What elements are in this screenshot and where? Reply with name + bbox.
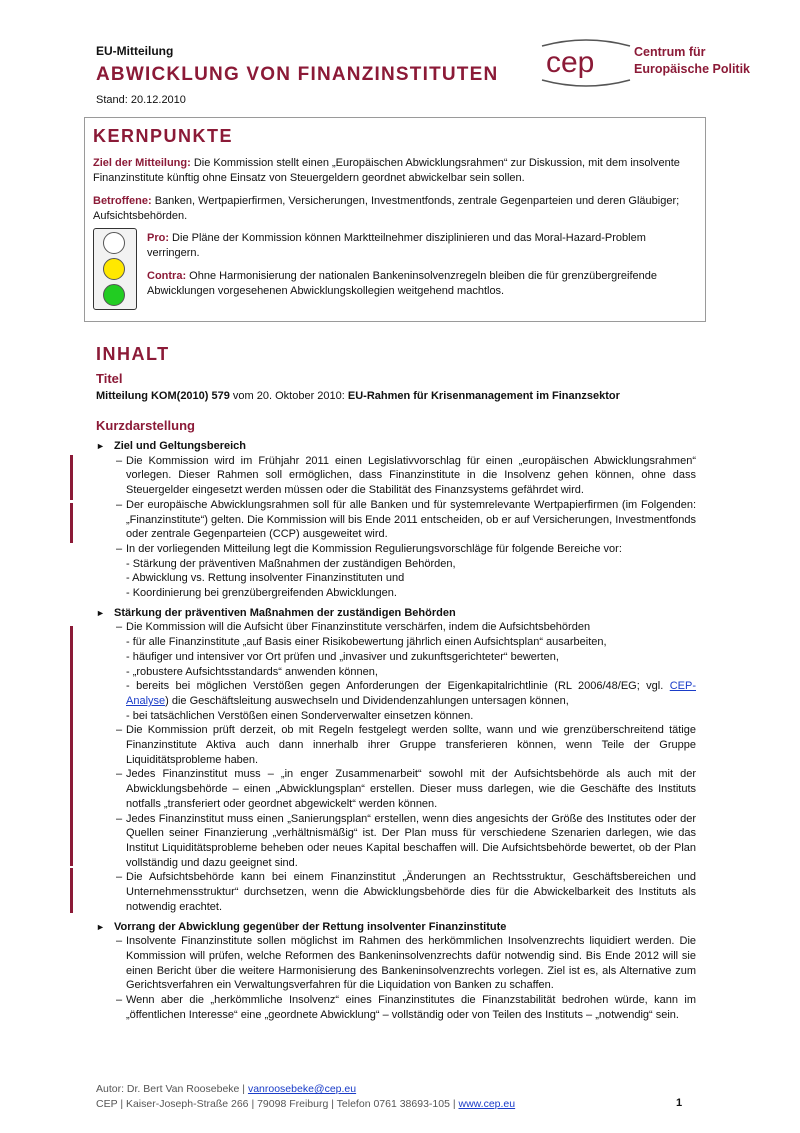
list-item: – In der vorliegenden Mitteilung legt die Kommission Regulierungsvorschläge für folgende Bereiche vor: — [116, 542, 622, 555]
section-heading: ► Stärkung der präventiven Maßnahmen der zuständigen Behörden — [96, 606, 456, 619]
change-bar — [70, 503, 73, 543]
sub-item: - Koordinierung bei grenzübergreifenden Abwicklungen. — [126, 587, 397, 600]
list-item: – Der europäische Abwicklungsrahmen soll für alle Banken und für systemrelevante Wertpapierfirmen (im Folgenden: „Finanzinstitute“) gelten. Die Kommission will bis Ende 2011 entscheiden, ob er auf Versicherungen, Investmentfonds oder zentrale Gegenparteien (CCP) ausgeweitet wird. — [116, 498, 696, 541]
traffic-light-white-icon — [103, 232, 125, 254]
sub-item: - „robustere Aufsichtsstandards“ anwenden können, — [126, 665, 378, 678]
footer-author-line: Autor: Dr. Bert Van Roosebeke | vanroosebeke@cep.eu — [96, 1083, 357, 1095]
betroffene-label: Betroffene: — [93, 195, 152, 207]
website-link[interactable]: www.cep.eu — [458, 1098, 516, 1110]
ziel-paragraph — [93, 156, 693, 186]
traffic-light-green-icon — [103, 284, 125, 306]
arrow-right-icon: ► — [96, 921, 105, 932]
sub-item: - bereits bei möglichen Verstößen gegen Anforderungen der Eigenkapitalrichtlinie (RL 2006/48/EG; vgl. CEP-Analyse) die Geschäftsleitung auswechseln und Dividendenzahlungen untersagen können, — [126, 680, 696, 707]
document-title: ABWICKLUNG VON FINANZINSTITUTEN — [96, 64, 499, 85]
list-item: – Jedes Finanzinstitut muss – „in enger Zusammenarbeit“ sowohl mit der Aufsichtsbehörde als auch mit der Abwicklungsbehörde – einen „Abwicklungsplan“ erstellen. Dieser muss darlegen, wie die Geschäfte des Instituts notfalls „transferiert oder geordnet abgewickelt“ werden können. — [116, 768, 696, 810]
cep-logo-mark — [540, 38, 632, 88]
titel-line — [96, 390, 620, 402]
section-heading: ► Vorrang der Abwicklung gegenüber der Rettung insolventer Finanzinstitute — [96, 920, 507, 933]
document-type: EU-Mitteilung — [96, 44, 174, 58]
arrow-right-icon: ► — [96, 441, 105, 451]
betroffene-text: Banken, Wertpapierfirmen, Versicherungen, Investmentfonds, zentrale Gegenparteien und deren Gläubiger; Aufsichtsbehörden. — [93, 195, 680, 222]
cep-logo — [540, 38, 760, 88]
change-bar — [70, 626, 73, 866]
logo-line-1: Centrum für — [634, 45, 706, 59]
change-bar — [70, 455, 73, 500]
kurzdarstellung-heading: Kurzdarstellung — [96, 418, 195, 433]
titel-bold-1: Mitteilung KOM(2010) 579 — [96, 390, 230, 402]
traffic-light-icon — [93, 228, 137, 310]
kernpunkte-title: KERNPUNKTE — [93, 126, 234, 146]
kernpunkte-box — [84, 117, 706, 322]
list-item: – Die Kommission will die Aufsicht über Finanzinstitute verschärfen, indem die Aufsichtsbehörden — [116, 621, 591, 634]
ziel-label: Ziel der Mitteilung: — [93, 157, 191, 169]
list-item: – Die Aufsichtsbehörde kann bei einem Finanzinstitut „Änderungen an Rechtsstruktur, Geschäftsbereichen und Unternehmensstruktur“ durchsetzen, wenn die Abwicklungsbehörde dies für die Abwickelbarkeit des Instituts als notwendig erachtet. — [116, 871, 696, 913]
list-item: – Jedes Finanzinstitut muss einen „Sanierungsplan“ erstellen, wenn dies angesichts der Größe des Institutes oder der Quellen seiner Finanzierung „verhältnismäßig“ ist. Der Plan muss für verschiedene Szenarien darlegen, wie das Institut Liquiditätsprobleme beheben oder neues Kapital beschaffen will. Die Aufsichtsbehörde bewertet, ob der Plan vollständig und dazu geeignet sind. — [116, 812, 696, 869]
pro-text: Die Pläne der Kommission können Marktteilnehmer disziplinieren und das Moral-Hazard-Problem verringern. — [147, 232, 646, 259]
ziel-text: Die Kommission stellt einen „Europäischen Abwicklungsrahmen“ zur Diskussion, mit dem insolvente Finanzinstitute künftig ohne Einsatz von Steuergeldern geordnet abwickelbar sein sollen. — [93, 157, 680, 184]
betroffene-paragraph — [93, 194, 693, 224]
inhalt-title: INHALT — [96, 344, 170, 364]
footer — [96, 1082, 515, 1112]
kurzdarstellung-content — [96, 437, 696, 1022]
sub-item: - für alle Finanzinstitute „auf Basis einer Risikobewertung jährlich einen Aufsichtsplan“ ausarbeiten, — [126, 636, 607, 649]
arrow-right-icon: ► — [96, 607, 105, 618]
list-item: – Die Kommission prüft derzeit, ob mit Regeln festgelegt werden sollte, wann und wie grenzüberschreitend tätige Finanzinstitute Aktiva auch dann innerhalb ihrer Gruppe transferieren können, wenn Teile der Gruppe Liquiditätsprobleme haben. — [116, 724, 696, 766]
logo-text — [634, 44, 750, 78]
list-item: – Wenn aber die „herkömmliche Insolvenz“ eines Finanzinstitutes die Finanzstabilität bedrohen würde, kann im „öffentlichen Interesse“ eine „geordnete Abwicklung“ – vollständig oder von Teilen des Instituts – „notwendig“ sein. — [116, 994, 696, 1021]
titel-bold-2: EU-Rahmen für Krisenmanagement im Finanzsektor — [347, 390, 620, 402]
contra-text: Ohne Harmonisierung der nationalen Bankeninsolvenzregeln bleiben die für grenzübergreifende Abwicklungen vorgesehenen Abwicklungskollegien weitgehend machtlos. — [147, 270, 657, 297]
pro-paragraph — [147, 231, 695, 261]
list-item: – Die Kommission wird im Frühjahr 2011 einen Legislativvorschlag für einen „europäischen Abwicklungsrahmen“ vorlegen. Dieser Rahmen soll ermöglichen, dass Finanzinstitute in die Insolvenz gehen können, ohne dass Steuergelder eingesetzt werden müssen oder die Stabilität des Finanzsystems gefährdet wird. — [116, 454, 696, 497]
sub-item: - Abwicklung vs. Rettung insolventer Finanzinstituten und — [126, 572, 405, 585]
cep-analyse-link[interactable]: CEP-Analyse — [126, 680, 696, 707]
page-number: 1 — [676, 1097, 683, 1109]
sub-item: - Stärkung der präventiven Maßnahmen der zuständigen Behörden, — [126, 557, 456, 570]
document-date: Stand: 20.12.2010 — [96, 94, 186, 106]
sub-item: - häufiger und intensiver vor Ort prüfen und „invasiver und zukunftsgerichteter“ bewerten, — [126, 650, 559, 663]
titel-mid: vom 20. Oktober 2010: — [229, 390, 348, 402]
author-email-link[interactable]: vanroosebeke@cep.eu — [247, 1083, 357, 1095]
logo-line-2: Europäische Politik — [634, 62, 751, 76]
footer-address-line: CEP | Kaiser-Joseph-Straße 266 | 79098 Freiburg | Telefon 0761 38693-105 | www.cep.eu — [96, 1098, 516, 1110]
contra-paragraph — [147, 269, 695, 299]
list-item: – Insolvente Finanzinstitute sollen möglichst im Rahmen des herkömmlichen Insolvenzrechts liquidiert werden. Die Kommission will prüfen, welche Reformen des Bankeninsolvenzrechts dafür notwendig sind. Bis Ende 2012 will sie einen Bericht über die weitere Harmonisierung des Bankeninsolvenzrechts vorlegen. Ziel ist es, als Alternative zum Gerichtsverfahren ein Verwaltungsverfahren für die Liquidation von Banken zu schaffen. — [116, 935, 696, 992]
section-heading: ► Ziel und Geltungsbereich — [96, 440, 247, 452]
titel-heading: Titel — [96, 371, 123, 386]
traffic-light-yellow-icon — [103, 258, 125, 280]
sub-item: - bei tatsächlichen Verstößen einen Sonderverwalter einsetzen können. — [126, 709, 474, 722]
pro-label: Pro: — [147, 232, 169, 244]
change-bar — [70, 868, 73, 913]
logo-mark-text: cep — [546, 46, 595, 79]
contra-label: Contra: — [147, 270, 187, 282]
